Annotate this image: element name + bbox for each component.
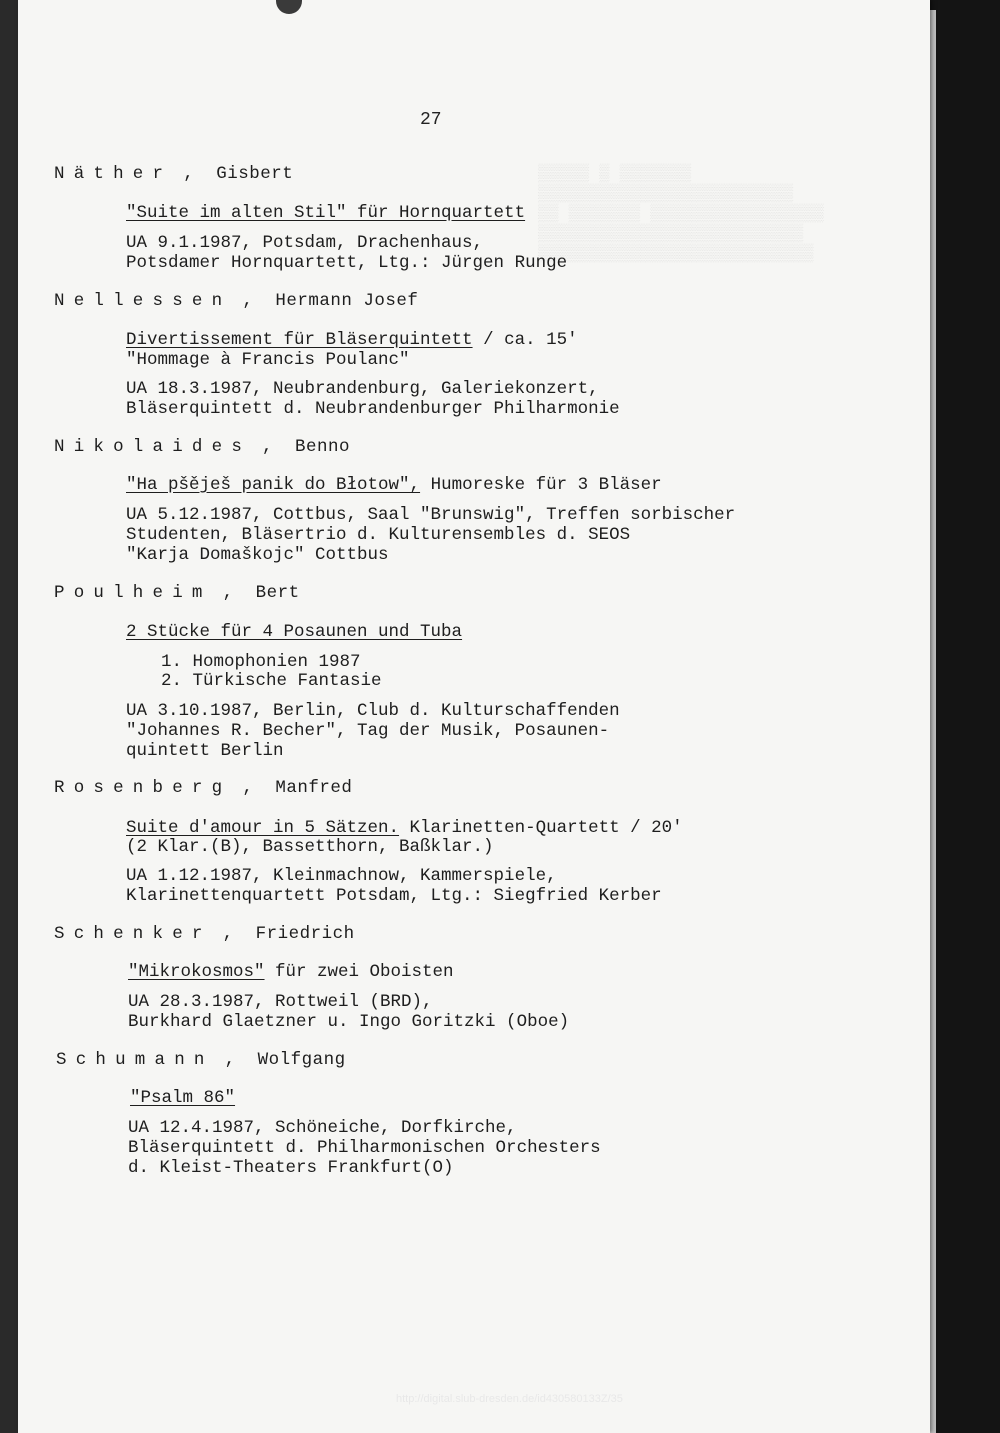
work-title: Divertissement für Bläserquintett — [126, 330, 473, 350]
work-title: "Ha pšěješ panik do Błotow", — [126, 475, 421, 495]
work-title-line — [126, 475, 662, 495]
composer-surname: Schumann — [56, 1050, 214, 1070]
composer-given-name: Wolfgang — [257, 1050, 346, 1070]
composer-given-name: Benno — [295, 437, 351, 457]
premiere-line: UA 18.3.1987, Neubrandenburg, Galeriekonzert, — [126, 379, 599, 399]
composer-given-name: Friedrich — [255, 924, 355, 944]
work-title-suffix: Klarinetten-Quartett / 20' — [399, 818, 683, 838]
work-title-line — [128, 962, 454, 982]
premiere-line: UA 12.4.1987, Schöneiche, Dorfkirche, — [128, 1118, 517, 1138]
premiere-line: UA 3.10.1987, Berlin, Club d. Kulturschaffenden — [126, 701, 620, 721]
composer-heading: Poulheim , Bert — [54, 583, 300, 603]
composer-surname: Schenker — [54, 924, 212, 944]
composer-given-name: Hermann Josef — [275, 291, 419, 311]
premiere-line: UA 9.1.1987, Potsdam, Drachenhaus, — [126, 233, 484, 253]
movement-item: 2. Türkische Fantasie — [161, 671, 382, 691]
work-title: "Suite im alten Stil" für Hornquartett — [126, 203, 526, 223]
premiere-line: "Karja Domaškojc" Cottbus — [126, 545, 389, 565]
premiere-line: d. Kleist-Theaters Frankfurt(O) — [128, 1158, 454, 1178]
premiere-line: Burkhard Glaetzner u. Ingo Goritzki (Oboe) — [128, 1012, 570, 1032]
composer-heading: Nikolaides , Benno — [54, 437, 351, 457]
work-subtitle: "Hommage à Francis Poulanc" — [126, 350, 410, 370]
composer-heading: Nellessen , Hermann Josef — [54, 291, 419, 311]
composer-given-name: Gisbert — [216, 164, 294, 184]
premiere-line: Studenten, Bläsertrio d. Kulturensembles d. SEOS — [126, 525, 631, 545]
bleed-through-text: ▒▒▒▒▒ ▒ ▒▒▒▒▒▒▒ ▒▒▒▒▒▒▒▒▒▒▒▒▒▒▒▒▒▒▒▒▒▒▒▒▒ ▒▒ ▒▒▒▒▒▒▒ ▒▒▒▒▒▒▒▒▒▒▒▒▒▒▒▒▒ ▒▒▒▒▒▒▒▒▒▒▒▒▒▒▒▒▒▒▒▒▒▒▒▒▒▒ ▒▒▒▒▒▒▒▒▒▒▒▒▒▒▒▒▒▒▒▒▒▒▒▒▒▒▒ — [538, 165, 824, 264]
composer-surname: Poulheim — [54, 583, 212, 603]
work-title-suffix: / ca. 15' — [472, 330, 578, 350]
work-title-line — [126, 818, 683, 838]
composer-given-name: Bert — [255, 583, 300, 603]
premiere-line: Potsdamer Hornquartett, Ltg.: Jürgen Runge — [126, 253, 568, 273]
movement-item: 1. Homophonien 1987 — [161, 652, 361, 672]
binder-ring — [276, 0, 302, 14]
composer-surname: Rosenberg — [54, 778, 232, 798]
premiere-line: quintett Berlin — [126, 741, 284, 761]
premiere-line: Bläserquintett d. Philharmonischen Orchesters — [128, 1138, 601, 1158]
premiere-line: UA 5.12.1987, Cottbus, Saal "Brunswig", Treffen sorbischer — [126, 505, 736, 525]
work-title: 2 Stücke für 4 Posaunen und Tuba — [126, 622, 463, 642]
premiere-line: Klarinettenquartett Potsdam, Ltg.: Siegfried Kerber — [126, 886, 662, 906]
page-number: 27 — [420, 110, 442, 130]
composer-given-name: Manfred — [275, 778, 353, 798]
composer-surname: Nikolaides — [54, 437, 252, 457]
composer-surname: Nellessen — [54, 291, 232, 311]
source-url: http://digital.slub-dresden.de/id430580133Z/35 — [396, 1393, 623, 1405]
document-page — [18, 0, 930, 1433]
composer-heading: Schenker , Friedrich — [54, 924, 355, 944]
composer-heading: Schumann , Wolfgang — [56, 1050, 346, 1070]
composer-heading: Rosenberg , Manfred — [54, 778, 353, 798]
work-subtitle: (2 Klar.(B), Bassetthorn, Baßklar.) — [126, 837, 494, 857]
premiere-line: "Johannes R. Becher", Tag der Musik, Posaunen- — [126, 721, 610, 741]
composer-surname: Näther — [54, 164, 173, 184]
premiere-line: UA 28.3.1987, Rottweil (BRD), — [128, 992, 433, 1012]
work-title: "Mikrokosmos" — [128, 962, 265, 982]
work-title: Suite d'amour in 5 Sätzen. — [126, 818, 400, 838]
work-title: "Psalm 86" — [130, 1088, 236, 1108]
premiere-line: Bläserquintett d. Neubrandenburger Philharmonie — [126, 399, 620, 419]
composer-heading: Näther , Gisbert — [54, 164, 294, 184]
premiere-line: UA 1.12.1987, Kleinmachnow, Kammerspiele, — [126, 866, 557, 886]
work-title-line — [126, 330, 578, 350]
work-title-suffix: Humoreske für 3 Bläser — [420, 475, 662, 495]
work-title-suffix: für zwei Oboisten — [264, 962, 454, 982]
background-right — [930, 0, 1000, 1433]
